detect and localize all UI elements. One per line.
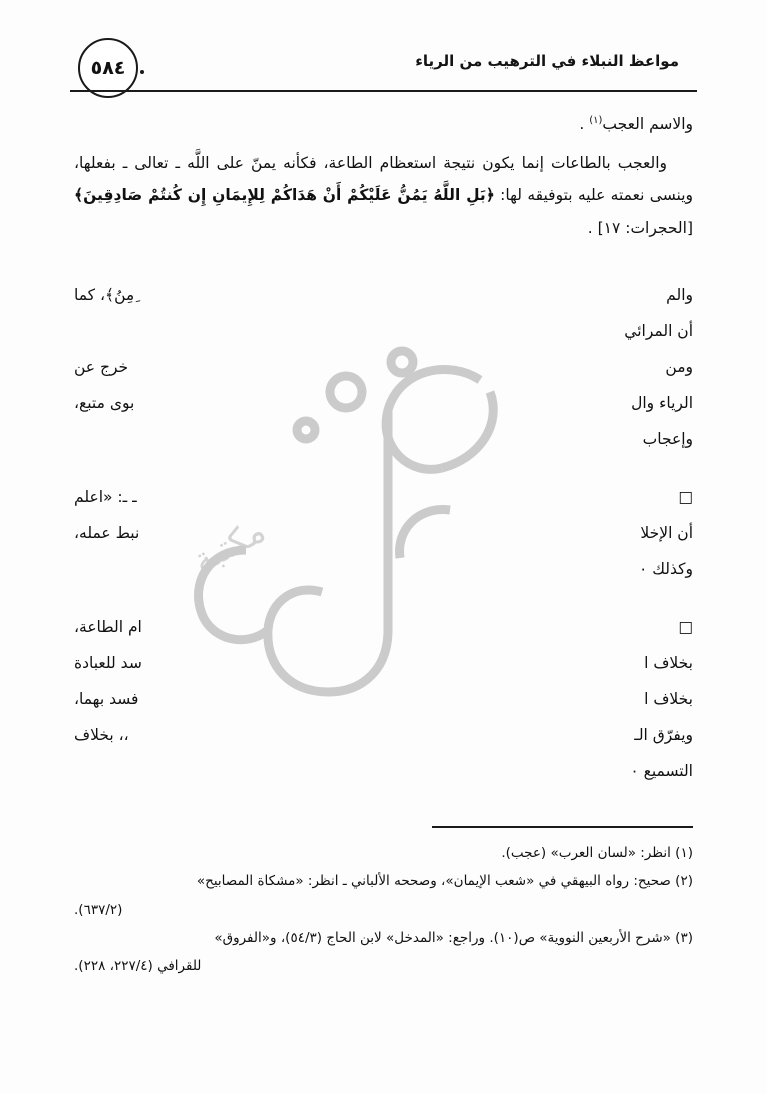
page-header (70, 46, 697, 92)
book-title: مواعظ النبلاء في الترهيب من الرياء (415, 52, 679, 70)
fragment-left: خرج عن (74, 358, 129, 376)
fragment-right: وكذلك ٠ (638, 560, 693, 578)
text-fragment-row (74, 610, 693, 646)
text-fragment-row (74, 386, 693, 422)
text-fragment-row (74, 552, 693, 588)
page-number-dot (140, 70, 144, 74)
text-fragment-row (74, 350, 693, 386)
text-fragment-row (74, 682, 693, 718)
page-number-value: ٥٨٤ (78, 38, 138, 98)
fragment-left: ،، بخلاف (74, 726, 129, 744)
paragraph-2-lead: والعجب بالطاعات إنما يكون نتيجة استعظام الطاعة، فكأنه يمنّ على اللَّه ـ تعالى ـ بفعلها، وينسى نعمته عليه بتوفيقه لها: (74, 153, 694, 205)
text-fragment-row (74, 480, 693, 516)
fragment-right: والم (666, 286, 693, 304)
fragment-left: فسد بهما، (74, 690, 139, 708)
fragment-left: ِمِنُ﴾، كما (74, 286, 135, 304)
fragment-left: بوى متبع، (74, 394, 135, 412)
svg-text:مكتبة: مكتبة (186, 510, 273, 582)
fragment-right: ومن (665, 358, 693, 376)
fragment-right: الرياء وال (631, 394, 693, 412)
footnote-item-continuation: للقرافي (٢٢٧/٤، ٢٢٨). (74, 958, 202, 975)
footnote-item: (١) انظر: «لسان العرب» (عجب). (501, 845, 693, 861)
fragment-left: سد للعبادة (74, 654, 142, 672)
bullet-square-icon: □ (678, 488, 693, 506)
fragment-right: أن الإخلا (640, 524, 693, 542)
text-fragment-row (74, 646, 693, 682)
fragment-right: وإعجاب (642, 430, 693, 448)
text-fragment-row (74, 754, 693, 790)
fragment-right: بخلاف ا (644, 654, 693, 672)
footnotes (74, 840, 693, 982)
fragment-gap (74, 458, 693, 480)
paragraph-1-tail: . (579, 115, 590, 133)
footnote-item: (٢) صحيح: رواه البيهقي في «شعب الإيمان»، وصححه الألباني ـ انظر: «مشكاة المصابيح» (196, 873, 693, 890)
body-text (74, 108, 693, 250)
fragment-right: بخلاف ا (644, 690, 693, 708)
faded-text-block (74, 278, 693, 788)
fragment-right: أن المرائي (624, 322, 693, 340)
paragraph-2 (74, 147, 693, 245)
footnote-marker-1: (١) (589, 114, 603, 126)
text-fragment-row (74, 314, 693, 350)
bullet-square-icon: □ (678, 618, 693, 636)
paragraph-1 (74, 108, 693, 141)
page-number (70, 38, 180, 96)
paragraph-1-text: والاسم العجب (602, 115, 693, 133)
quran-quote: ﴿بَلِ اللَّهُ يَمُنُّ عَلَيْكُمْ أَنْ هَدَاكُمْ لِلإِيمَانِ إِن كُنتُمْ صَادِقِينَ﴾ (74, 186, 495, 205)
fragment-left: ام الطاعة، (74, 618, 142, 636)
fragment-right: ويفرّق الـ (634, 726, 693, 744)
footnote-item-continuation: (٦٣٧/٢). (74, 901, 123, 918)
fragment-right: التسميع ٠ (630, 762, 693, 780)
fragment-gap (74, 588, 693, 610)
fragment-left: ـ ـ: «اعلم (74, 488, 137, 506)
text-fragment-row (74, 718, 693, 754)
text-fragment-row (74, 422, 693, 458)
header-rule (70, 90, 697, 92)
fragment-left: نبط عمله، (74, 524, 140, 542)
footnote-separator (432, 826, 693, 828)
footnote-item: (٣) «شرح الأربعين النووية» ص(١٠). وراجع: «المدخل» لابن الحاج (٥٤/٣)، و«الفروق» (214, 929, 693, 946)
quran-reference: [الحجرات: ١٧] . (587, 218, 693, 237)
text-fragment-row (74, 278, 693, 314)
text-fragment-row (74, 516, 693, 552)
